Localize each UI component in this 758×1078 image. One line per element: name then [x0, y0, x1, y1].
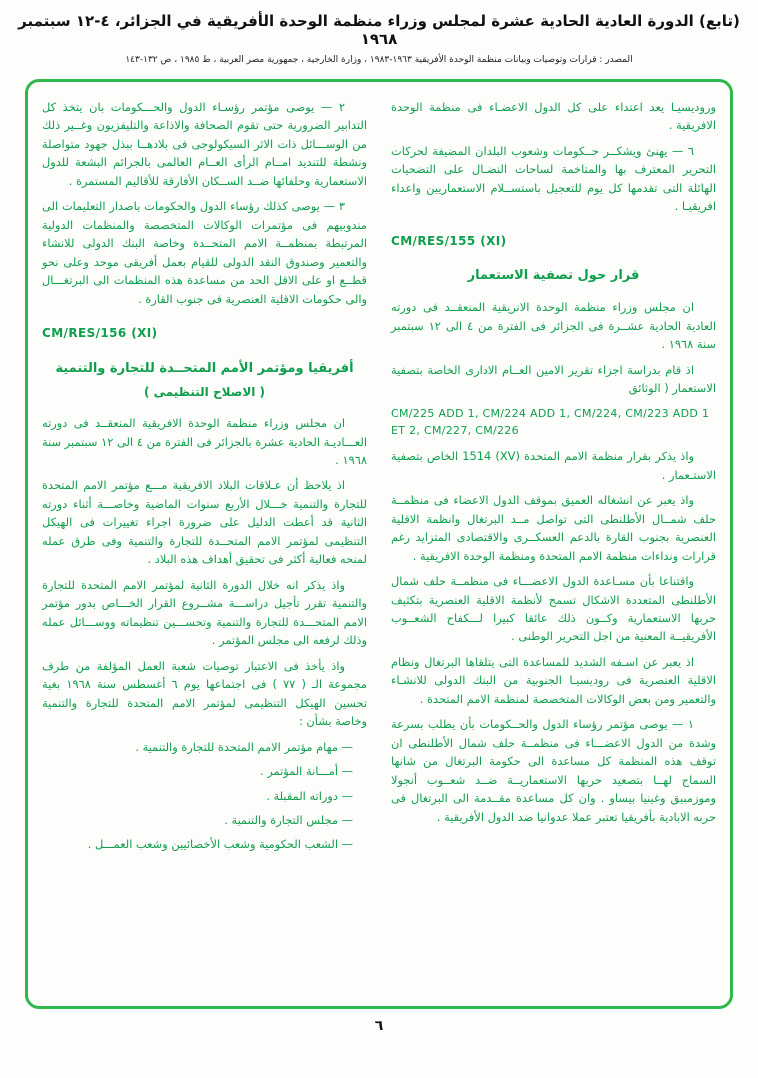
resolution-code-155: CM/RES/155 (XI) — [391, 233, 507, 248]
list-item: — مهام مؤتمر الامم المتحدة للتجارة والتنمية . — [135, 739, 353, 754]
source-citation: المصدر : قرارات وتوصيات وبيانات منظمة الوحدة الأفريقية ١٩٦٣-١٩٨٣ ، وزارة الخارجية ، جمهورية مصر العربية ، ط ١٩٨٥ ، ص ١٣٢-١٤٣ — [125, 55, 633, 65]
paragraph: ان مجلس وزراء منظمة الوحدة الافريقية المنعقــد فى دورته العـــاديـة الحادية عشرة بالجزائر فى الفترة من ٤ الى ١٢ سبتمبر سنة ١٩٦٨ . — [42, 416, 367, 468]
page-number: ٦ — [374, 1018, 384, 1034]
right-column — [391, 98, 716, 996]
list-item: — دوراته المقبلة . — [266, 788, 353, 803]
content-box — [25, 79, 733, 1009]
paragraph: ان مجلس وزراء منظمة الوحدة الانريقية المنعقــد فى دورته العادية الحادية عشــرة فى الجزائر فى الفترة من ٤ الى ١٢ سبتمبر سنة ١٩٦٨ . — [391, 300, 716, 352]
list-item: — الشعب الحكومية وشعب الأخصائيين وشعب العمـــل . — [87, 837, 353, 852]
agenda-list — [42, 738, 367, 854]
resolution-code-156: CM/RES/156 (XI) — [42, 326, 158, 341]
paragraph: واذ يذكر بقرار منظمة الامم المتحدة (XV) 1514 الخاص بتصفية الاستـعمار . — [391, 449, 716, 482]
resolution-title-156: أفريقيا ومؤتمر الأمم المتحــدة للتجارة والتنمية — [55, 360, 354, 376]
paragraph: اذ يعبر عن اسـفه الشديد للمساعدة التى يتلقاها البرتغال ونظام الاقلية العنصرية فى روديسيـا الجنوبية من البنك الدولى للانشـاء والتعمير ومن بعض الوكالات المتخصصة لمنظمة الامم المتحدة . — [391, 654, 716, 706]
page-footer — [0, 1018, 758, 1034]
paragraph: ٦ — يهنئ ويشكــر حــكومات وشعوب البلدان المضيفة لحركات التحرير المعترف بها والمتاخمة لساحات النضـال على التضحيات الهائلة التى تقدمها كل يوم للتعجيل باستســلام الاستعماريين واعداء افريقيـا . — [391, 143, 716, 214]
paragraph: ١ — يوصى مؤتمر رؤساء الدول والحــكومات بأن يطلب بسرعة وشدة من الدول الاعضـــاء فى منظمــة حلف شمال الأطلنطى ان توقف هذه المنظمة كل مساعدة الى حكومة البرتغال من شانها السماح لهــا بتصعيد حربها الاستعماريــة ضــد شعــوب أنجولا وموزمبيق وغينيا بيساو . وان كل مساعدة مقــدمة الى البرتغال فى حربه الابادية بأفريقيا تعتبر عملا عدوانيا ضد الدول الأفريقية . — [391, 717, 716, 824]
resolution-title-155: قرار حول تصفية الاستعمار — [467, 268, 640, 284]
paragraph: ٣ — يوصى كذلك رؤساء الدول والحكومات باصدار التعليمات الى مندوبيهم فى مؤتمرات الوكالات المتخصصة والمنظمات الدولية المرتبطة بمنظمــة الامم المتحــدة وخاصة البنك الدولى للانشاء والتعمير وصندوق النقد الدولى للقيام بعمل أفريقى موحد وعلى نحو قطــع او على الاقل الحد من مساعدة هذه المنظمات الى البرتغـــال والى حكومات الاقلية العنصرية فى جنوب القارة . — [42, 199, 367, 306]
document-title: (تابع) الدورة العادية الحادية عشرة لمجلس وزراء منظمة الوحدة الأفريقية في الجزائر، ٤-١٢ سبتمبر ١٩٦٨ — [18, 12, 740, 48]
list-item: — أمـــانة المؤتمر . — [259, 764, 353, 779]
paragraph: واذ يأخذ فى الاعتبار توصيات شعبة العمل المؤلفة من طرف مجموعة الـ ( ٧٧ ) فى اجتماعها يوم ٦ أغسطس سنة ١٩٦٨ بغية تحسين الهيكل التنظيمى لمؤتمر الامم المتحدة للتجارة والتنمية وخاصة بشأن : — [42, 658, 367, 729]
paragraph: واذ يعبر عن انشغاله العميق بموقف الدول الاعضاء فى منظمــة حلف شمــال الأطلنطى التى تواصل مــد البرتغال وانظمة الاقلية العنصرية بجنوب القارة بالدعم العسكــرى والاقتصادى المتزايد رغم قرارات ونداءات منظمة الامم المتحدة ومنظمة الوحدة الافريقية . — [391, 493, 716, 563]
paragraph: واقتناعا بأن مسـاعدة الدول الاعضـــاء فى منظمــة حلف شمال الأطلنطى المتعددة الاشكال تسمح لأنظمة الاقلية العنصرية بتكثيف حربها الاستعمارية وكــون ذلك عائقا كبيرا لـــكفاح الشعــوب الأفريقيــة المعنية من اجل التحرير الوطنى . — [391, 574, 716, 644]
page-header — [0, 0, 758, 65]
paragraph: اذ يلاحظ أن عـلاقات البلاد الافريقية مـــع مؤتمر الامم المتحدة للتجارة والتنمية خـــلال الأربع سنوات الماضية وخاصـــة أثناء دورته الثانية قد أعطت الدليل على ضرورة اجراء تغييرات فى الهيكل التنظيمى لمؤتمر الامم المتحــدة للتجارة والتنمية وفى طرق عمله لمنحه فعالية أكثر فى تحقيق أهداف هذه البلاد . — [42, 478, 367, 567]
paragraph: واذ يذكر انه خلال الدورة الثانية لمؤتمر الامم المتحدة للتجارة والتنمية تقرر تأجيل دراســـة مشــروع القرار الخـــاص بدور مؤتمر الامم المتحـــدة للتجارة والتنمية وتحســـين تنظيماته ووســـائل عمله وذلك لرفعه الى مجلس المؤتمر . — [42, 577, 367, 648]
paragraph: وروديسيـا يعد اعتداء على كل الدول الاعضـاء فى منظمة الوحدة الافريقية . — [391, 100, 716, 133]
list-item: — مجلس التجارة والتنمية . — [224, 812, 353, 827]
resolution-subtitle-156: ( الاصلاح التنظيمى ) — [143, 384, 266, 399]
left-column — [42, 98, 367, 996]
two-column-layout — [42, 98, 716, 996]
paragraph: اذ قام بدراسة اجزاء تقرير الامين العــام الادارى الخاصة بتصفية الاستعمار ( الوثائق — [391, 362, 716, 396]
paragraph: ٢ — يوصى مؤتمر رؤسـاء الدول والحـــكومات بان يتخذ كل التدابير الضرورية حتى تقوم الصحافة والاذاعة والتليفزيون وغــير ذلك من الوســـائل ذات الاثر السيكولوجى فى بلادهــا ببذل جهود متواصلة ونشطة للتنديد امــام الرأى العــام العالمى بالجرائم البشعة للدول الاستعمارية وحلفائها ضــد الســكان الأفارقة للأقاليم المستمرة . — [42, 100, 367, 188]
document-codes: CM/225 ADD 1, CM/224 ADD 1, CM/224, CM/223 ADD 1 ET 2, CM/227, CM/226 — [391, 406, 710, 438]
